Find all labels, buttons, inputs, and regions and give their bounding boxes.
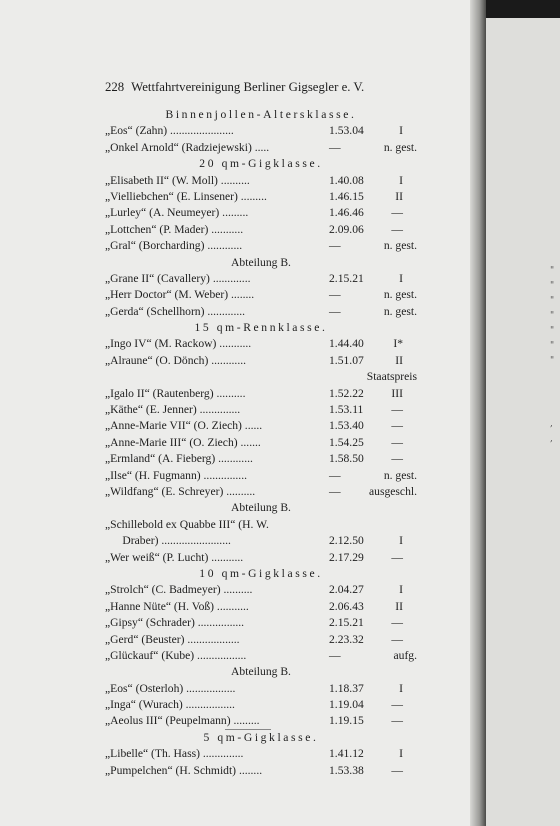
boat-and-owner: „Lottchen“ (P. Mader) ........... [105,222,244,236]
result-row [105,418,417,434]
result-row [105,123,417,139]
placement: — [391,714,403,728]
boat-and-owner: „Glückauf“ (Kube) ................. [105,648,247,662]
placement: ausgeschl. [369,484,417,498]
placement: n. gest. [383,140,417,154]
result-row [105,238,417,254]
result-row [105,713,417,729]
result-row [105,746,417,762]
boat-and-owner: „Anne-Marie VII“ (O. Ziech) ...... [105,419,263,433]
boat-and-owner: Draber) ........................ [105,534,231,548]
result-row [105,402,417,418]
placement: I [399,173,403,187]
placement: — [391,632,403,646]
end-rule [225,729,271,730]
placement: — [391,616,403,630]
placement: n. gest. [383,239,417,253]
result-row [105,304,417,320]
result-row [105,205,417,221]
boat-and-owner: „Onkel Arnold“ (Radziejewski) ..... [105,140,270,154]
result-row [105,632,417,648]
boat-and-owner: „Wer weiß“ (P. Lucht) ........... [105,550,244,564]
placement: — [391,206,403,220]
finish-time: 1.40.08 [329,173,364,187]
finish-time: 1.18.37 [329,681,364,695]
boat-and-owner: „Gral“ (Borcharding) ............ [105,239,243,253]
section-heading: 20 qm-Gigklasse. [199,157,323,171]
placement: aufg. [393,648,417,662]
finish-time: — [329,304,341,318]
finish-time: 2.17.29 [329,550,364,564]
boat-and-owner: „Herr Doctor“ (M. Weber) ........ [105,288,255,302]
result-row [105,468,417,484]
facing-page-mark: , [550,419,553,429]
placement: I [399,271,403,285]
facing-page-mark: " [550,281,555,291]
result-row [105,697,417,713]
placement: II [395,599,403,613]
book-gutter [470,0,486,826]
page-number: 228 [105,80,125,94]
running-head-title: Wettfahrtvereinigung Berliner Gigsegler e. V. [131,80,365,94]
finish-time: — [329,648,341,662]
running-header [105,80,417,95]
result-row [105,533,417,549]
result-row [105,189,417,205]
boat-and-owner: „Aeolus III“ (Peupelmann) ......... [105,714,260,728]
placement: — [391,435,403,449]
finish-time: 1.53.40 [329,419,364,433]
boat-and-owner: „Pumpelchen“ (H. Schmidt) ........ [105,763,263,777]
facing-page-mark: , [550,434,553,444]
facing-page-mark: " [550,266,555,276]
finish-time: 1.51.07 [329,353,364,367]
finish-time: 1.52.22 [329,386,364,400]
result-row [105,222,417,238]
result-row [105,140,417,156]
placement: — [391,698,403,712]
finish-time: 1.53.04 [329,124,364,138]
finish-time: 2.06.43 [329,599,364,613]
boat-and-owner: „Gipsy“ (Schrader) ................ [105,616,245,630]
placement: — [391,763,403,777]
finish-time: 2.15.21 [329,616,364,630]
facing-page-mark: " [550,326,555,336]
placement: n. gest. [383,288,417,302]
boat-and-owner: „Ingo IV“ (M. Rackow) ........... [105,337,252,351]
finish-time: 1.53.11 [329,403,364,417]
finish-time: 2.09.06 [329,222,364,236]
facing-page-mark: " [550,356,555,366]
boat-and-owner: „Ermland“ (A. Fieberg) ............ [105,452,253,466]
finish-time: 1.19.15 [329,714,364,728]
boat-and-owner: „Schillebold ex Quabbe III“ (H. W. [105,517,269,531]
result-row [105,451,417,467]
finish-time: 1.19.04 [329,698,364,712]
section-heading: Abteilung B. [231,255,291,269]
facing-page-mark: " [550,311,555,321]
section-heading: Abteilung B. [231,501,291,515]
finish-time: 1.54.25 [329,435,364,449]
facing-page-mark: " [550,341,555,351]
placement: II [395,353,403,367]
result-row [105,763,417,779]
placement: II [395,189,403,203]
boat-and-owner: „Käthe“ (E. Jenner) .............. [105,403,241,417]
finish-time: — [329,140,341,154]
result-row [105,271,417,287]
boat-and-owner: „Eos“ (Osterloh) ................. [105,681,236,695]
placement: n. gest. [383,468,417,482]
finish-time: 1.58.50 [329,452,364,466]
boat-and-owner: „Alraune“ (O. Dönch) ............ [105,353,247,367]
result-row [105,550,417,566]
placement: I [399,681,403,695]
boat-and-owner: „Strolch“ (C. Badmeyer) .......... [105,583,253,597]
boat-and-owner: „Grane II“ (Cavallery) ............. [105,271,251,285]
result-row [105,435,417,451]
facing-page-edge [486,18,560,826]
result-row [105,681,417,697]
page-content [105,80,417,779]
finish-time: — [329,468,341,482]
result-row [105,648,417,664]
placement: — [391,222,403,236]
section-heading: 15 qm-Rennklasse. [194,321,328,335]
placement: I [399,583,403,597]
placement: I [399,747,403,761]
result-row [105,353,417,369]
placement: I [399,124,403,138]
finish-time: 1.53.38 [329,763,364,777]
result-row [105,599,417,615]
result-row [105,517,417,533]
boat-and-owner: „Anne-Marie III“ (O. Ziech) ....... [105,435,261,449]
placement: — [391,419,403,433]
finish-time: — [329,484,341,498]
placement: Staatspreis [366,370,417,384]
boat-and-owner: „Hanne Nüte“ (H. Voß) ........... [105,599,249,613]
finish-time: 2.04.27 [329,583,364,597]
placement: n. gest. [383,304,417,318]
finish-time: 2.15.21 [329,271,364,285]
placement: III [391,386,403,400]
boat-and-owner: „Vielliebchen“ (E. Linsener) ......... [105,189,267,203]
boat-and-owner: „Ilse“ (H. Fugmann) ............... [105,468,247,482]
result-row [105,287,417,303]
results-list [105,107,417,779]
finish-time: 2.12.50 [329,534,364,548]
finish-time: 1.46.46 [329,206,364,220]
boat-and-owner: „Eos“ (Zahn) ...................... [105,124,234,138]
finish-time: — [329,288,341,302]
section-heading: 10 qm-Gigklasse. [199,566,323,580]
section-heading: 5 qm-Gigklasse. [203,730,319,744]
finish-time: 2.23.32 [329,632,364,646]
finish-time: 1.44.40 [329,337,364,351]
result-row [105,582,417,598]
finish-time: 1.46.15 [329,189,364,203]
boat-and-owner: „Gerd“ (Beuster) .................. [105,632,240,646]
boat-and-owner: „Wildfang“ (E. Schreyer) .......... [105,484,256,498]
boat-and-owner: „Elisabeth II“ (W. Moll) .......... [105,173,250,187]
finish-time: 1.41.12 [329,747,364,761]
placement: I* [393,337,403,351]
result-row [105,336,417,352]
boat-and-owner: „Igalo II“ (Rautenberg) .......... [105,386,246,400]
result-row [105,386,417,402]
finish-time: — [329,239,341,253]
result-row [105,173,417,189]
boat-and-owner: „Inga“ (Wurach) ................. [105,698,235,712]
result-row [105,615,417,631]
placement: — [391,452,403,466]
result-row [105,369,417,385]
facing-page-mark: " [550,296,555,306]
placement: — [391,550,403,564]
boat-and-owner: „Lurley“ (A. Neumeyer) ......... [105,206,249,220]
placement: — [391,403,403,417]
boat-and-owner: „Libelle“ (Th. Hass) .............. [105,747,244,761]
section-heading: Binnenjollen-Altersklasse. [165,108,357,121]
result-row [105,484,417,500]
boat-and-owner: „Gerda“ (Schellhorn) ............. [105,304,246,318]
placement: I [399,534,403,548]
section-heading: Abteilung B. [231,665,291,679]
